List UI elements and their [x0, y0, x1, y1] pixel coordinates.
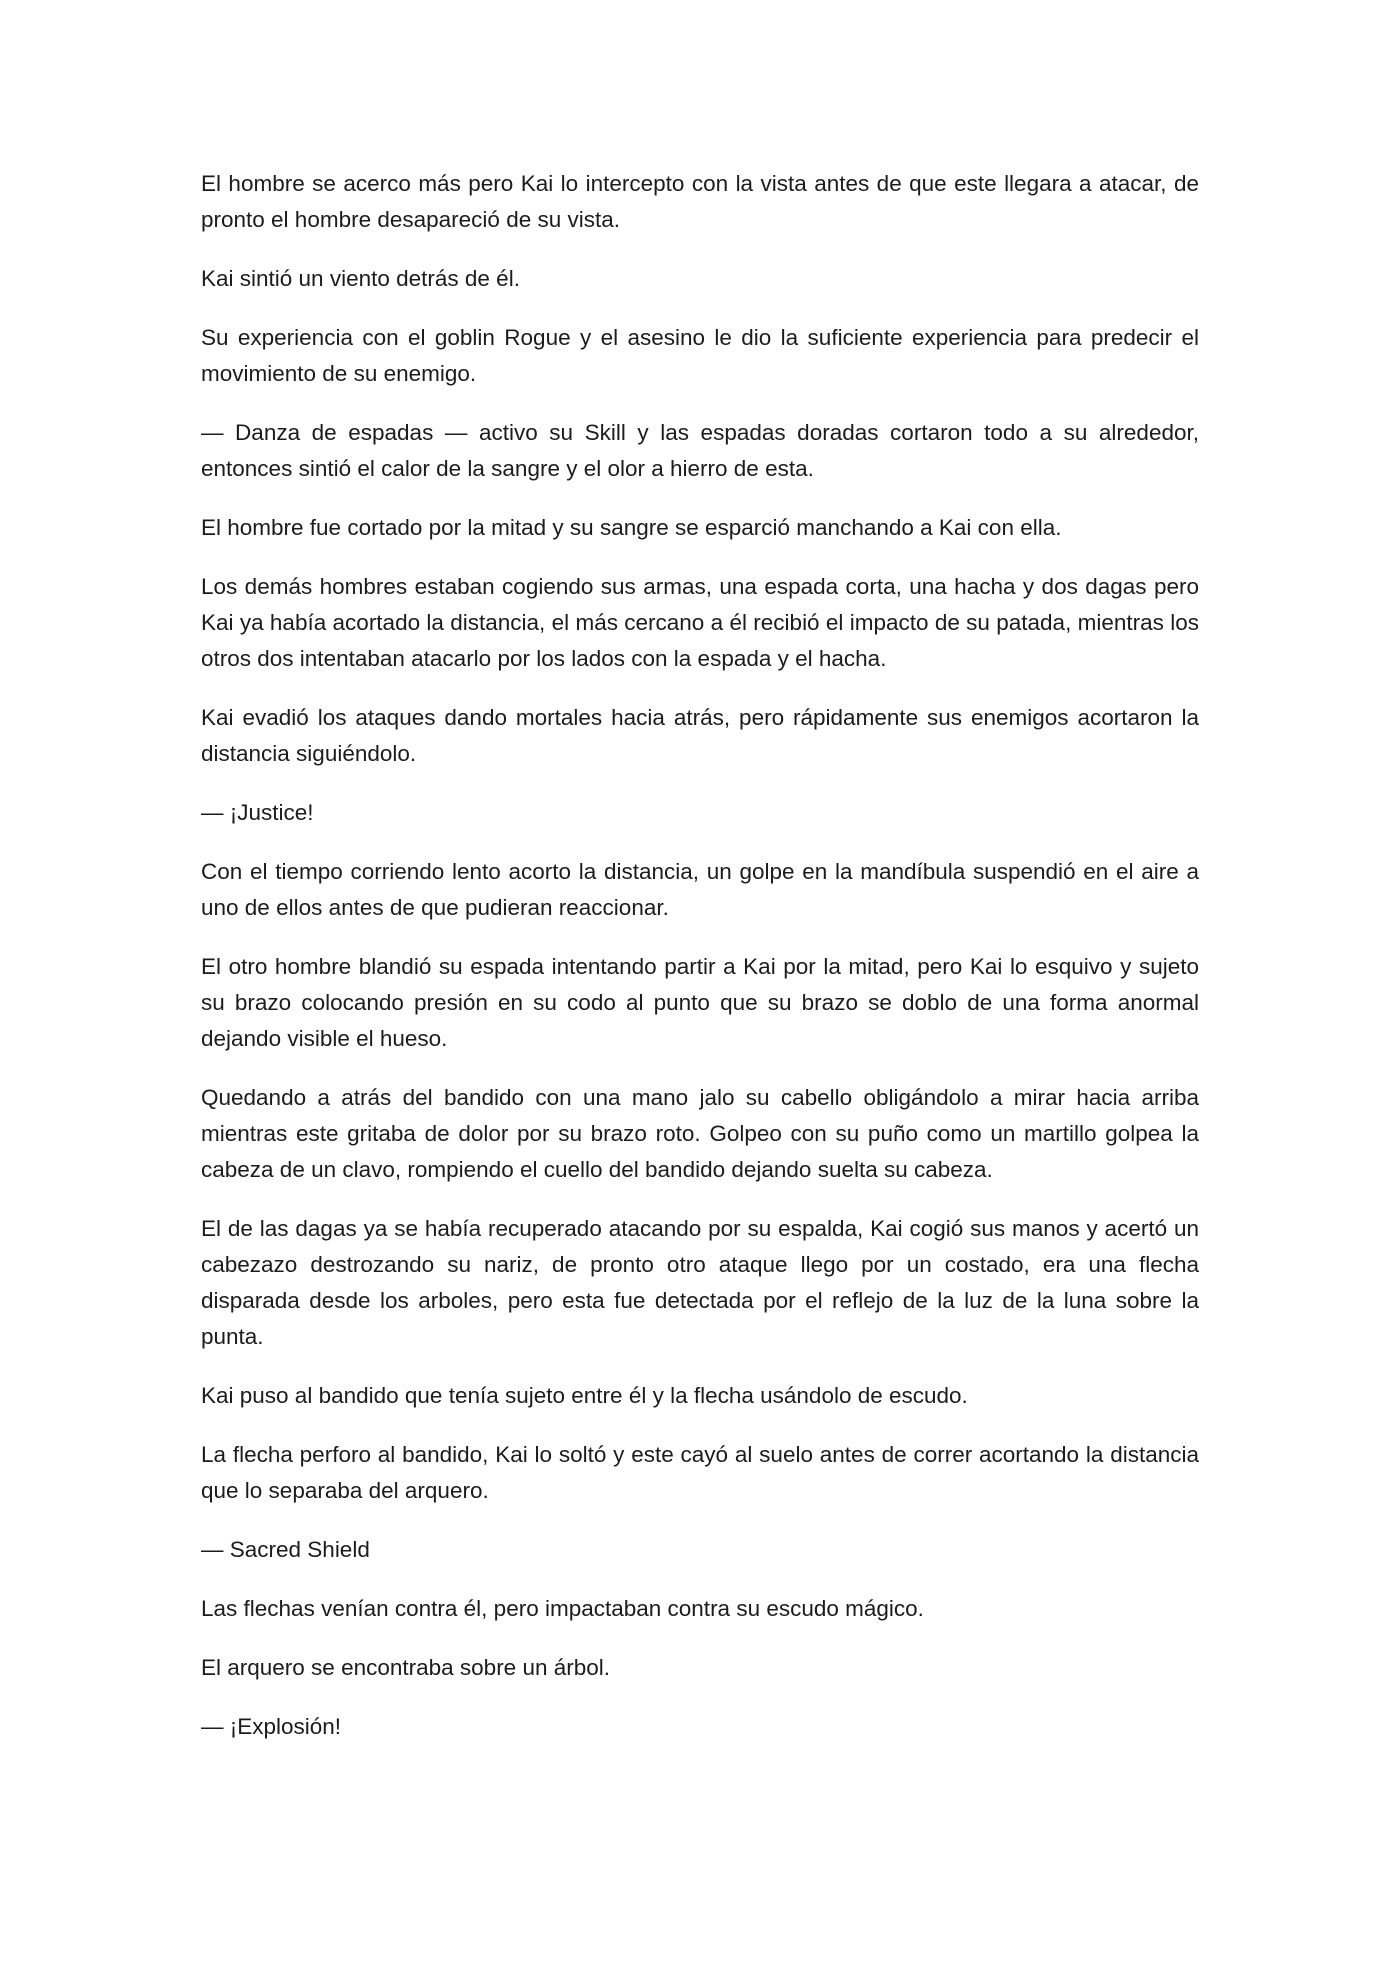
paragraph: La flecha perforo al bandido, Kai lo soltó y este cayó al suelo antes de correr acortando la distancia que lo separaba del arquero. [201, 1442, 1199, 1503]
dialogue-paragraph: — Sacred Shield [201, 1537, 370, 1562]
paragraph: Quedando a atrás del bandido con una mano jalo su cabello obligándolo a mirar hacia arriba mientras este gritaba de dolor por su brazo roto. Golpeo con su puño como un martillo golpea la cabeza de un clavo, rompiendo el cuello del bandido dejando suelta su cabeza. [201, 1085, 1199, 1182]
dialogue-paragraph: — Danza de espadas — activo su Skill y las espadas doradas cortaron todo a su alrededor, entonces sintió el calor de la sangre y el olor a hierro de esta. [201, 420, 1199, 481]
paragraph: Kai sintió un viento detrás de él. [201, 266, 520, 291]
paragraph: El hombre se acerco más pero Kai lo intercepto con la vista antes de que este llegara a atacar, de pronto el hombre desapareció de su vista. [201, 171, 1199, 232]
paragraph: El otro hombre blandió su espada intentando partir a Kai por la mitad, pero Kai lo esquivo y sujeto su brazo colocando presión en su codo al punto que su brazo se doblo de una forma anormal dejando visible el hueso. [201, 954, 1199, 1051]
dialogue-paragraph: — ¡Justice! [201, 800, 314, 825]
paragraph: Su experiencia con el goblin Rogue y el asesino le dio la suficiente experiencia para predecir el movimiento de su enemigo. [201, 325, 1199, 386]
paragraph: Las flechas venían contra él, pero impactaban contra su escudo mágico. [201, 1596, 924, 1621]
paragraph: El hombre fue cortado por la mitad y su sangre se esparció manchando a Kai con ella. [201, 515, 1062, 540]
paragraph: Con el tiempo corriendo lento acorto la distancia, un golpe en la mandíbula suspendió en el aire a uno de ellos antes de que pudieran reaccionar. [201, 859, 1199, 920]
paragraph: El de las dagas ya se había recuperado atacando por su espalda, Kai cogió sus manos y acertó un cabezazo destrozando su nariz, de pronto otro ataque llego por un costado, era una flecha disparada desde los arboles, pero esta fue detectada por el reflejo de la luz de la luna sobre la punta. [201, 1216, 1199, 1349]
paragraph: Los demás hombres estaban cogiendo sus armas, una espada corta, una hacha y dos dagas pero Kai ya había acortado la distancia, el más cercano a él recibió el impacto de su patada, mientras los otros dos intentaban atacarlo por los lados con la espada y el hacha. [201, 574, 1199, 671]
document-body [201, 166, 1199, 1768]
dialogue-paragraph: — ¡Explosión! [201, 1714, 342, 1739]
paragraph: El arquero se encontraba sobre un árbol. [201, 1655, 611, 1680]
paragraph: Kai puso al bandido que tenía sujeto entre él y la flecha usándolo de escudo. [201, 1383, 968, 1408]
paragraph: Kai evadió los ataques dando mortales hacia atrás, pero rápidamente sus enemigos acortaron la distancia siguiéndolo. [201, 705, 1199, 766]
